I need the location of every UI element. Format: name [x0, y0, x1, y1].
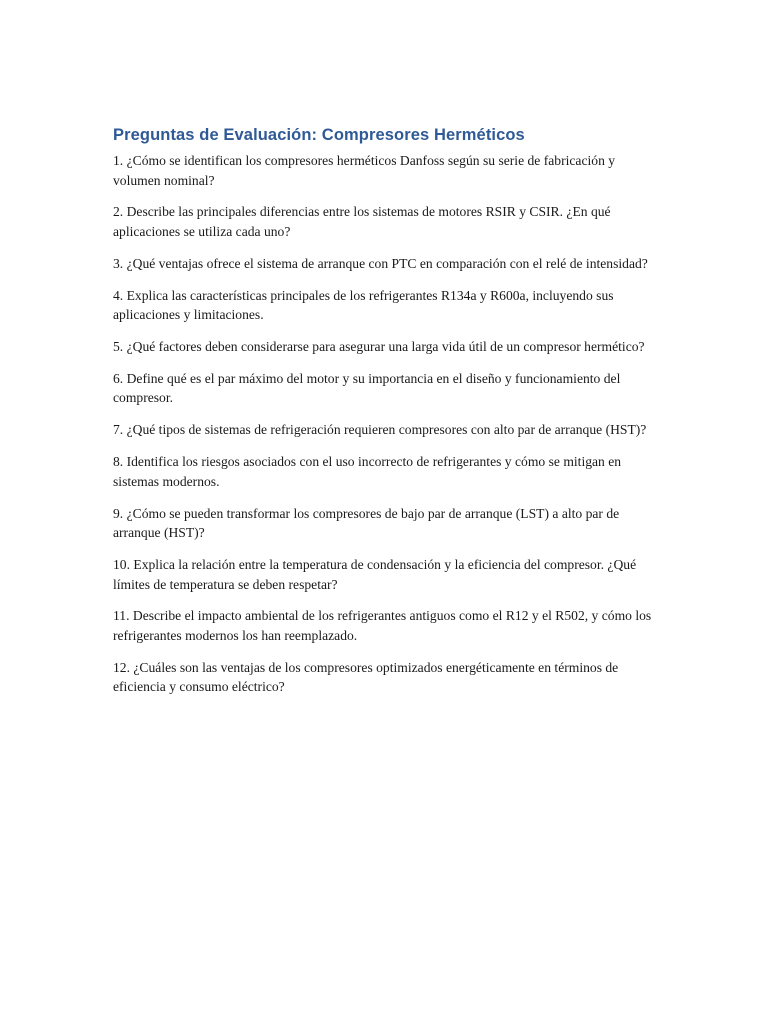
document-title: Preguntas de Evaluación: Compresores Herméticos: [113, 126, 525, 144]
document-page: [113, 124, 658, 709]
question-item: 4. Explica las características principales de los refrigerantes R134a y R600a, incluyendo sus aplicaciones y limitaciones.: [113, 287, 614, 323]
question-item: 3. ¿Qué ventajas ofrece el sistema de arranque con PTC en comparación con el relé de intensidad?: [113, 255, 648, 271]
question-item: 10. Explica la relación entre la temperatura de condensación y la eficiencia del compresor. ¿Qué límites de temperatura se deben respetar?: [113, 557, 637, 592]
question-item: 5. ¿Qué factores deben considerarse para asegurar una larga vida útil de un compresor hermético?: [113, 339, 645, 355]
question-item: 2. Describe las principales diferencias entre los sistemas de motores RSIR y CSIR. ¿En qué aplicaciones se utiliza cada uno?: [113, 204, 611, 239]
question-list: [113, 151, 658, 697]
question-item: 11. Describe el impacto ambiental de los refrigerantes antiguos como el R12 y el R502, y cómo los refrigerantes modernos los han reemplazado.: [113, 608, 652, 643]
question-item: 9. ¿Cómo se pueden transformar los compresores de bajo par de arranque (LST) a alto par de arranque (HST)?: [113, 505, 620, 541]
question-item: 8. Identifica los riesgos asociados con el uso incorrecto de refrigerantes y cómo se mitigan en sistemas modernos.: [113, 454, 622, 489]
question-item: 7. ¿Qué tipos de sistemas de refrigeración requieren compresores con alto par de arranque (HST)?: [113, 422, 647, 438]
question-item: 6. Define qué es el par máximo del motor y su importancia en el diseño y funcionamiento del compresor.: [113, 370, 621, 406]
question-item: 1. ¿Cómo se identifican los compresores herméticos Danfoss según su serie de fabricación y volumen nominal?: [113, 153, 616, 188]
question-item: 12. ¿Cuáles son las ventajas de los compresores optimizados energéticamente en términos de eficiencia y consumo eléctrico?: [113, 659, 619, 695]
